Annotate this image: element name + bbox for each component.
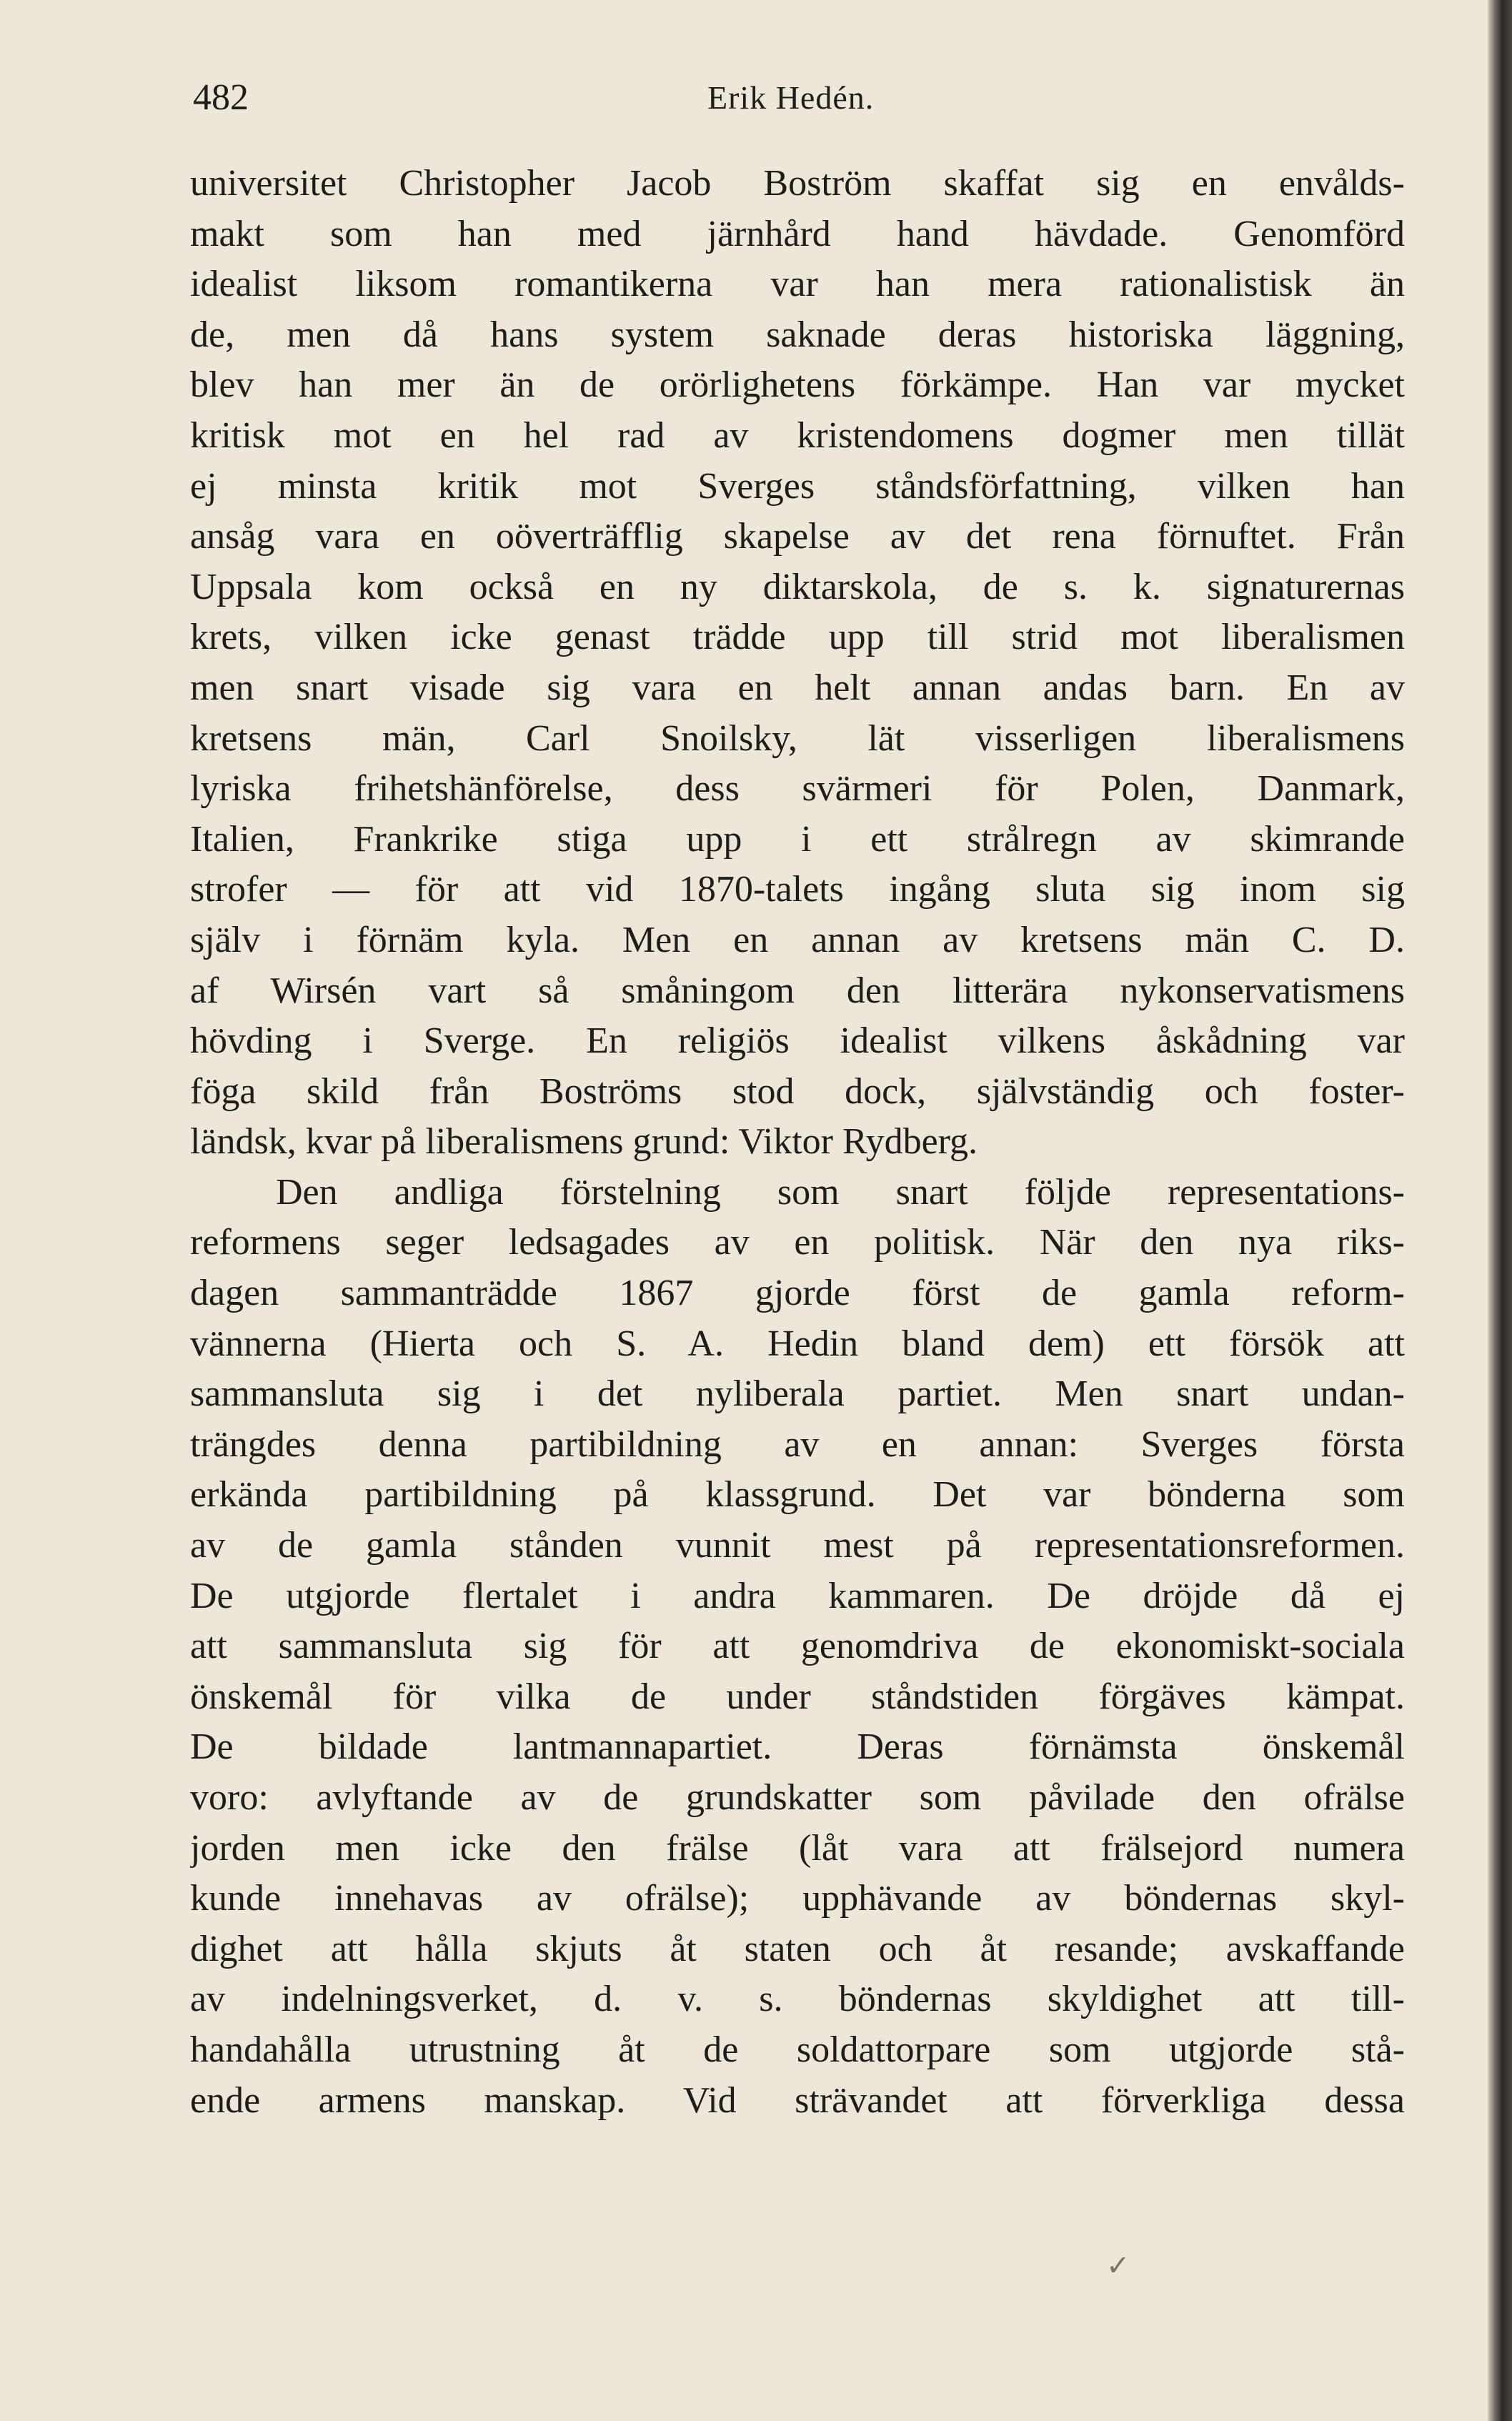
text-line: makt som han med järnhård hand hävdade. Genomförd (190, 213, 1405, 254)
text-line: kunde innehavas av ofrälse); upphävande av böndernas skyl- (190, 1878, 1405, 1919)
body-text (190, 159, 1405, 2126)
text-line: kretsens män, Carl Snoilsky, lät visserligen liberalismens (190, 717, 1405, 759)
text-line: af Wirsén vart så småningom den litterära nykonservatismens (190, 970, 1405, 1011)
text-line: av indelningsverket, d. v. s. böndernas skyldighet att till- (190, 1979, 1405, 2020)
text-line: blev han mer än de orörlighetens förkämpe. Han var mycket (190, 364, 1405, 406)
pencil-mark: ✓ (1106, 2250, 1130, 2282)
text-line: handahålla utrustning åt de soldattorpare som utgjorde stå- (190, 2029, 1405, 2070)
running-head: Erik Hedén. (707, 79, 875, 116)
text-line: ej minsta kritik mot Sverges ståndsförfattning, vilken han (190, 465, 1405, 507)
text-line: erkända partibildning på klassgrund. Det var bönderna som (190, 1474, 1405, 1516)
text-line: trängdes denna partibildning av en annan: Sverges första (190, 1423, 1405, 1465)
text-line: sammansluta sig i det nyliberala partiet. Men snart undan- (190, 1373, 1405, 1415)
text-line: de, men då hans system saknade deras historiska läggning, (190, 314, 1405, 355)
text-line: lyriska frihetshänförelse, dess svärmeri för Polen, Danmark, (190, 768, 1405, 810)
page-number: 482 (193, 77, 249, 118)
text-line: voro: avlyftande av de grundskatter som påvilade den ofrälse (190, 1777, 1405, 1818)
text-line: att sammansluta sig för att genomdriva de ekonomiskt-sociala (190, 1626, 1405, 1667)
text-line: önskemål för vilka de under ståndstiden förgäves kämpat. (190, 1676, 1405, 1717)
text-line: hövding i Sverge. En religiös idealist vilkens åskådning var (190, 1020, 1405, 1062)
text-line: krets, vilken icke genast trädde upp till strid mot liberalismen (190, 617, 1405, 658)
text-line: Uppsala kom också en ny diktarskola, de s. k. signaturernas (190, 566, 1405, 607)
text-line: De bildade lantmannapartiet. Deras förnämsta önskemål (190, 1726, 1405, 1768)
text-line: dagen sammanträdde 1867 gjorde först de gamla reform- (190, 1273, 1405, 1314)
text-line: Den andliga förstelning som snart följde representations- (276, 1171, 1405, 1213)
text-line: vännerna (Hierta och S. A. Hedin bland dem) ett försök att (190, 1323, 1405, 1364)
text-line: ansåg vara en oöverträfflig skapelse av det rena förnuftet. Från (190, 516, 1405, 557)
text-line: strofer — för att vid 1870-talets ingång sluta sig inom sig (190, 869, 1405, 910)
page-header (193, 73, 1401, 123)
text-line: dighet att hålla skjuts åt staten och åt resande; avskaffande (190, 1928, 1405, 1969)
text-line: föga skild från Boströms stod dock, självständig och foster- (190, 1070, 1405, 1112)
text-line: Italien, Frankrike stiga upp i ett strålregn av skimrande (190, 818, 1405, 860)
text-line: universitet Christopher Jacob Boström skaffat sig en envålds- (190, 163, 1405, 204)
text-line: ländsk, kvar på liberalismens grund: Viktor Rydberg. (190, 1121, 978, 1163)
text-line: idealist liksom romantikerna var han mera rationalistisk än (190, 264, 1405, 305)
text-line: reformens seger ledsagades av en politisk. När den nya riks- (190, 1222, 1405, 1263)
text-line: kritisk mot en hel rad av kristendomens dogmer men tillät (190, 414, 1405, 456)
text-line: De utgjorde flertalet i andra kammaren. De dröjde då ej (190, 1575, 1405, 1616)
text-line: ende armens manskap. Vid strävandet att förverkliga dessa (190, 2079, 1405, 2121)
text-line: av de gamla stånden vunnit mest på representationsreformen. (190, 1525, 1405, 1566)
text-line: jorden men icke den frälse (låt vara att frälsejord numera (190, 1827, 1405, 1869)
page-edge-shadow (1488, 0, 1512, 2421)
text-line: själv i förnäm kyla. Men en annan av kretsens män C. D. (190, 919, 1405, 960)
text-line: men snart visade sig vara en helt annan andas barn. En av (190, 667, 1405, 708)
